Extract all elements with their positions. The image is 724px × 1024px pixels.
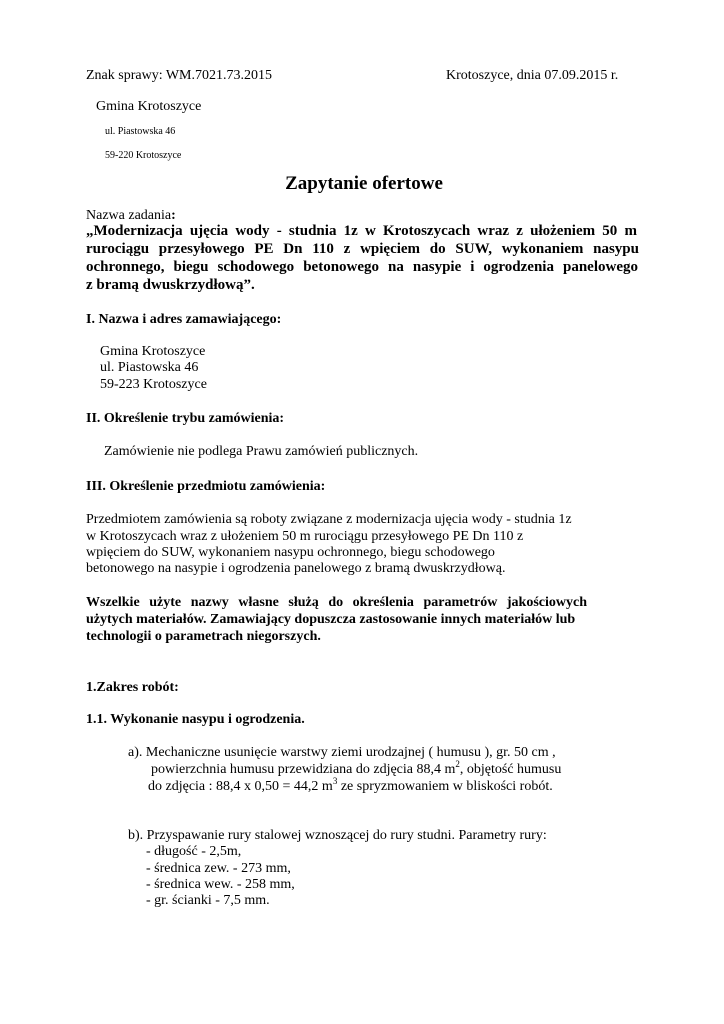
scope-subheading: 1.1. Wykonanie nasypu i ogrodzenia. [86,712,305,727]
orderer-postal: 59-223 Krotoszyce [100,377,207,392]
item-a-line-2: powierzchnia humusu przewidziana do zdjęcia 88,4 $m^2$, objętość humusu [151,759,562,777]
subject-line-1: Przedmiotem zamówienia są roboty związane z modernizacja ujęcia wody - studnia 1z [86,512,572,527]
item-a-line-3: do zdjęcia : 88,4 x 0,50 = 44,2 $m^3$ ze spryzmowaniem w bliskości robót. [148,776,553,794]
orderer-name: Gmina Krotoszyce [100,344,206,359]
item-b-line-1: b). Przyspawanie rury stalowej wznoszącej do rury studni. Parametry rury: [128,828,547,843]
notice-line-3: technologii o parametrach niegorszych. [86,629,321,644]
case-number: Znak sprawy: WM.7021.73.2015 [86,68,272,83]
item-b-param: - średnica zew. - 273 mm, [146,861,291,876]
sender-name: Gmina Krotoszyce [96,99,202,114]
place-date: Krotoszyce, dnia 07.09.2015 r. [446,68,619,83]
page-title: Zapytanie ofertowe [285,173,443,194]
section-2-heading: II. Określenie trybu zamówienia: [86,411,285,426]
task-line-4: z bramą dwuskrzydłową”. [86,277,255,293]
orderer-street: ul. Piastowska 46 [100,360,199,375]
item-b-param: - gr. ścianki - 7,5 mm. [146,893,270,908]
section-3-heading: III. Określenie przedmiotu zamówienia: [86,479,326,494]
item-a-line-1: a). Mechaniczne usunięcie warstwy ziemi urodzajnej ( humusu ), gr. 50 cm , [128,745,556,760]
sender-postal: 59-220 Krotoszyce [105,150,182,161]
task-line-1: „Modernizacja ujęcia wody - studnia 1z w Krotoszycach wraz z ułożeniem 50 m [86,223,637,239]
task-label: Nazwa zadania: [86,208,176,223]
sender-street: ul. Piastowska 46 [105,126,176,137]
procedure-text: Zamówienie nie podlega Prawu zamówień publicznych. [104,444,419,459]
item-b-param: - długość - 2,5m, [146,844,242,859]
subject-line-4: betonowego na nasypie i ogrodzenia panelowego z bramą dwuskrzydłową. [86,561,506,576]
subject-line-3: wpięciem do SUW, wykonaniem nasypu ochronnego, biegu schodowego [86,545,495,560]
subject-line-2: w Krotoszycach wraz z ułożeniem 50 m rurociągu przesyłowego PE Dn 110 z [86,529,524,544]
notice-line-2: użytych materiałów. Zamawiający dopuszcza zastosowanie innych materiałów lub [86,612,576,627]
task-line-2: rurociągu przesyłowego PE Dn 110 z wpięciem do SUW, wykonaniem nasypu [86,241,639,257]
section-1-heading: I. Nazwa i adres zamawiającego: [86,312,282,327]
item-b-param: - średnica wew. - 258 mm, [146,877,295,892]
scope-heading: 1.Zakres robót: [86,680,179,695]
task-line-3: ochronnego, biegu schodowego betonowego na nasypie i ogrodzenia panelowego [86,259,638,275]
notice-line-1: Wszelkie użyte nazwy własne służą do określenia parametrów jakościowych [86,595,587,610]
